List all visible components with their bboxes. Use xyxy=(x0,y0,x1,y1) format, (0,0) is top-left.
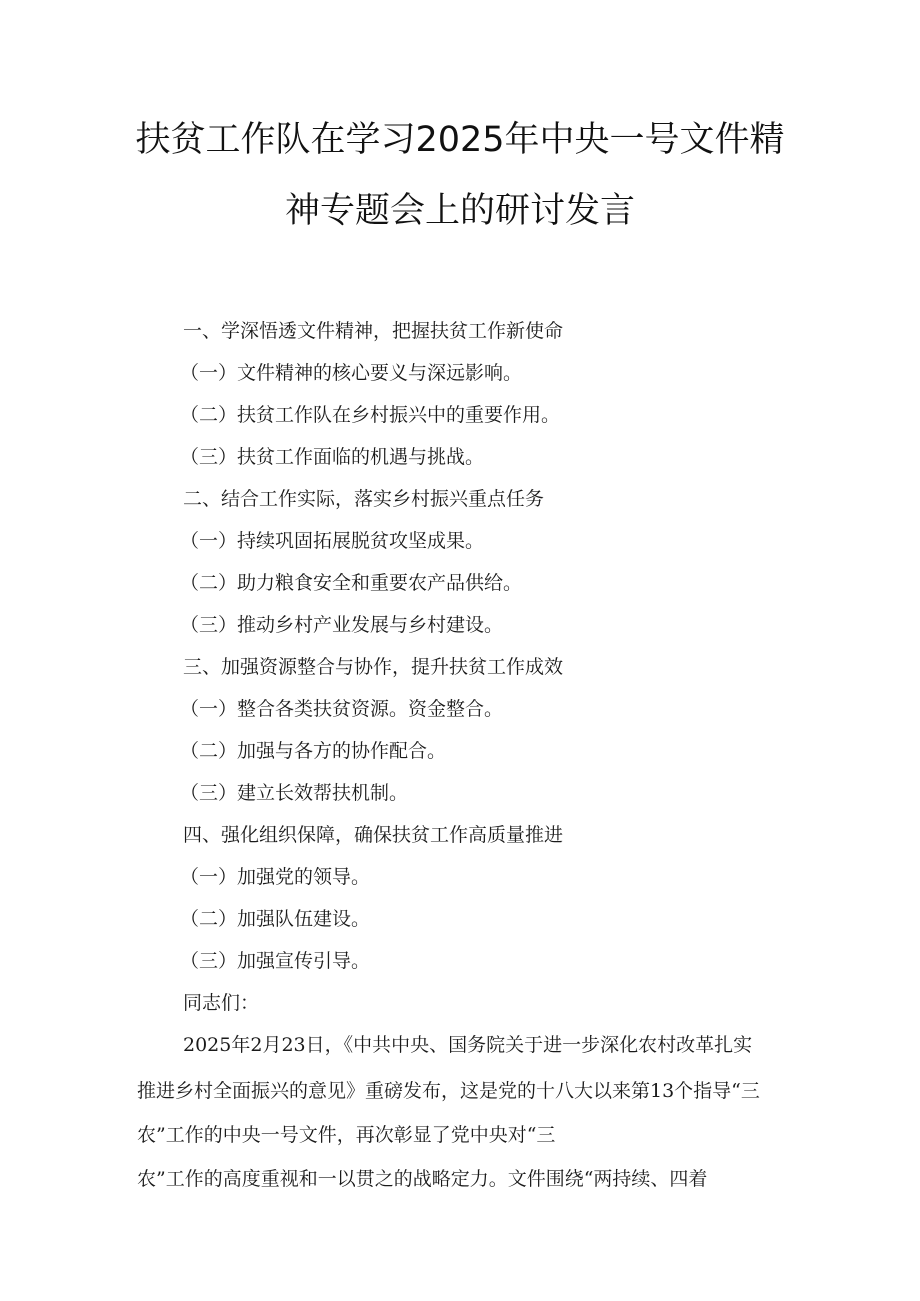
outline-subitem: （三）建立长效帮扶机制。 xyxy=(180,782,409,804)
outline-subitem: （一）加强党的领导。 xyxy=(180,866,371,888)
document-title-line-2: 神专题会上的研讨发言 xyxy=(284,191,635,231)
outline-subitem: （三）加强宣传引导。 xyxy=(180,950,371,972)
outline-subitem: （一）文件精神的核心要义与深远影响。 xyxy=(180,362,523,384)
document-title-line-1: 扶贫工作队在学习2025年中央一号文件精 xyxy=(135,120,785,160)
outline-list xyxy=(180,310,564,1024)
outline-subitem: （三）推动乡村产业发展与乡村建设。 xyxy=(180,614,504,636)
outline-heading: 二、结合工作实际，落实乡村振兴重点任务 xyxy=(183,488,545,510)
outline-subitem: （三）扶贫工作面临的机遇与挑战。 xyxy=(180,446,485,468)
paragraph-line: 农”工作的中央一号文件，再次彰显了党中央对“三 xyxy=(137,1124,556,1146)
outline-heading: 三、加强资源整合与协作，提升扶贫工作成效 xyxy=(183,656,564,678)
outline-heading: 四、强化组织保障，确保扶贫工作高质量推进 xyxy=(183,824,564,846)
outline-subitem: （一）持续巩固拓展脱贫攻坚成果。 xyxy=(180,530,485,552)
paragraph-line: 2025年2月23日，《中共中央、国务院关于进一步深化农村改革扎实 xyxy=(183,1034,753,1056)
paragraph-line: 推进乡村全面振兴的意见》重磅发布，这是党的十八大以来第13个指导“三 xyxy=(137,1080,760,1102)
outline-subitem: （二）助力粮食安全和重要农产品供给。 xyxy=(180,572,523,594)
outline-heading: 一、学深悟透文件精神，把握扶贫工作新使命 xyxy=(183,320,564,342)
outline-subitem: （二）加强与各方的协作配合。 xyxy=(180,740,447,762)
salutation: 同志们： xyxy=(183,992,260,1014)
outline-subitem: （一）整合各类扶贫资源。资金整合。 xyxy=(180,698,504,720)
paragraph-line: 农”工作的高度重视和一以贯之的战略定力。文件围绕“两持续、四着 xyxy=(137,1168,708,1190)
outline-subitem: （二）扶贫工作队在乡村振兴中的重要作用。 xyxy=(180,404,561,426)
outline-subitem: （二）加强队伍建设。 xyxy=(180,908,371,930)
